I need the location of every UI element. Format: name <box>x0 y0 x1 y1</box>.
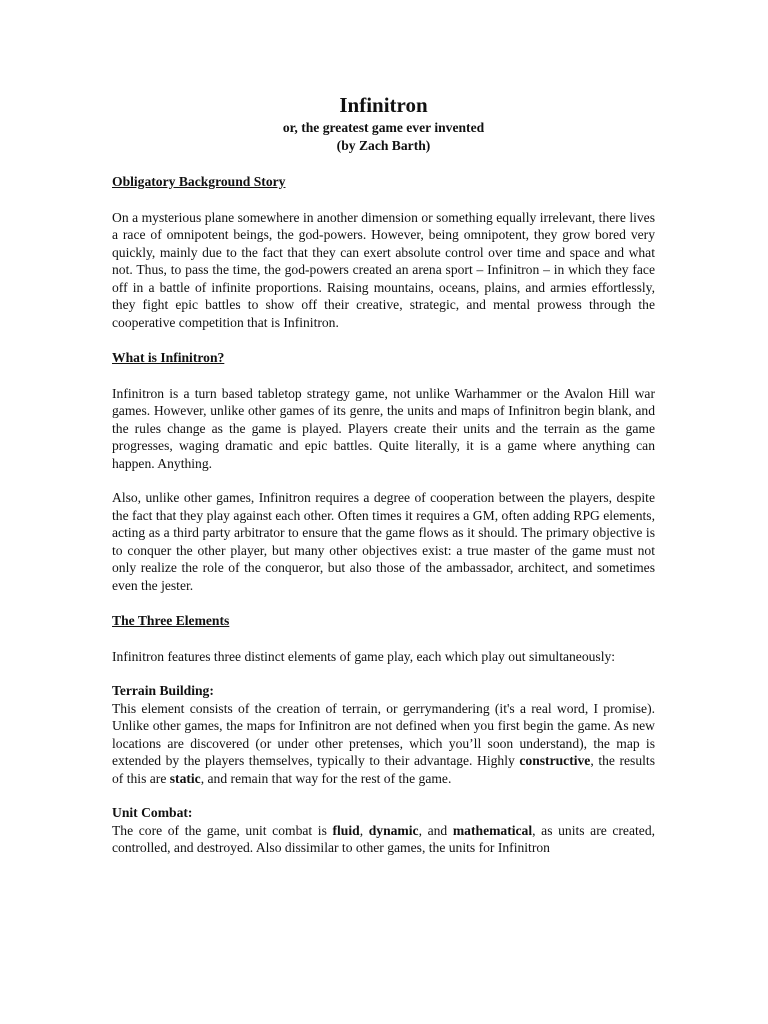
document-subtitle: or, the greatest game ever invented <box>282 120 485 135</box>
document-author: (by Zach Barth) <box>336 138 431 153</box>
background-paragraph: On a mysterious plane somewhere in another dimension or something equally irrelevant, there lives a race of omnipotent beings, the god-powers. However, being omnipotent, they grow bored very quickly, mainly due to the fact that they can exert absolute control over time and space and what not. Thus, to pass the time, the god-powers created an arena sport – Infinitron – in which they face off in a battle of infinite proportions. Raising mountains, oceans, plains, and armies effortlessly, they fight epic battles to show off their creative, strategic, and mental prowess through the cooperative competition that is Infinitron. <box>112 209 655 330</box>
terrain-bold-static: static <box>169 770 201 786</box>
combat-bold-dynamic: dynamic <box>368 822 419 838</box>
terrain-bold-constructive: constructive <box>519 753 591 768</box>
combat-sep-1: , <box>359 822 369 838</box>
unit-combat-subheading: Unit Combat: <box>112 805 193 820</box>
section-heading-elements: The Three Elements <box>112 613 230 628</box>
combat-text-after: , as units are created, controlled, and destroyed. Also dissimilar to other games, the units for Infinitron <box>112 822 656 855</box>
terrain-text-before: This element consists of the creation of terrain, or gerrymandering (it's a real word, I promise). Unlike other games, the maps for Infinitron are not defined when you first begin the game. As new locations are discovered (or under other pretenses, which you’ll soon understand), the map is extended by the players themselves, typically to their advantage. Highly <box>112 700 655 768</box>
section-heading-background: Obligatory Background Story <box>112 174 286 189</box>
what-is-paragraph-2: Also, unlike other games, Infinitron requires a degree of cooperation between the players, despite the fact that they play against each other. Often times it requires a GM, often adding RPG elements, acting as a third party arbitrator to ensure that the game flows as it should. The primary objective is to conquer the other player, but many other objectives exist: a true master of the game must not only realize the role of the conqueror, but also those of the ambassador, architect, and sometimes even the jester. <box>112 490 655 593</box>
unit-combat-paragraph <box>112 822 655 857</box>
document-title: Infinitron <box>339 93 428 117</box>
what-is-paragraph-1: Infinitron is a turn based tabletop strategy game, not unlike Warhammer or the Avalon Hill war games. However, unlike other games of its genre, the units and maps of Infinitron begin blank, and the rules change as the game is played. Players create their units and the terrain as the game progresses, waging dramatic and epic battles. Quite literally, it is a game where anything can happen. Anything. <box>112 385 655 471</box>
combat-bold-mathematical: mathematical <box>452 822 533 838</box>
terrain-text-after: , and remain that way for the rest of the game. <box>200 770 452 786</box>
terrain-building-subheading: Terrain Building: <box>112 683 214 698</box>
elements-intro-paragraph: Infinitron features three distinct elements of game play, each which play out simultaneously: <box>112 648 616 664</box>
combat-bold-fluid: fluid <box>332 822 360 838</box>
terrain-text-mid: , the results of this are <box>112 753 655 786</box>
section-heading-what-is: What is Infinitron? <box>112 350 225 365</box>
combat-sep-2: , and <box>418 822 453 838</box>
terrain-building-paragraph <box>112 700 655 788</box>
document-page <box>112 92 655 857</box>
combat-text-before: The core of the game, unit combat is <box>112 822 333 838</box>
